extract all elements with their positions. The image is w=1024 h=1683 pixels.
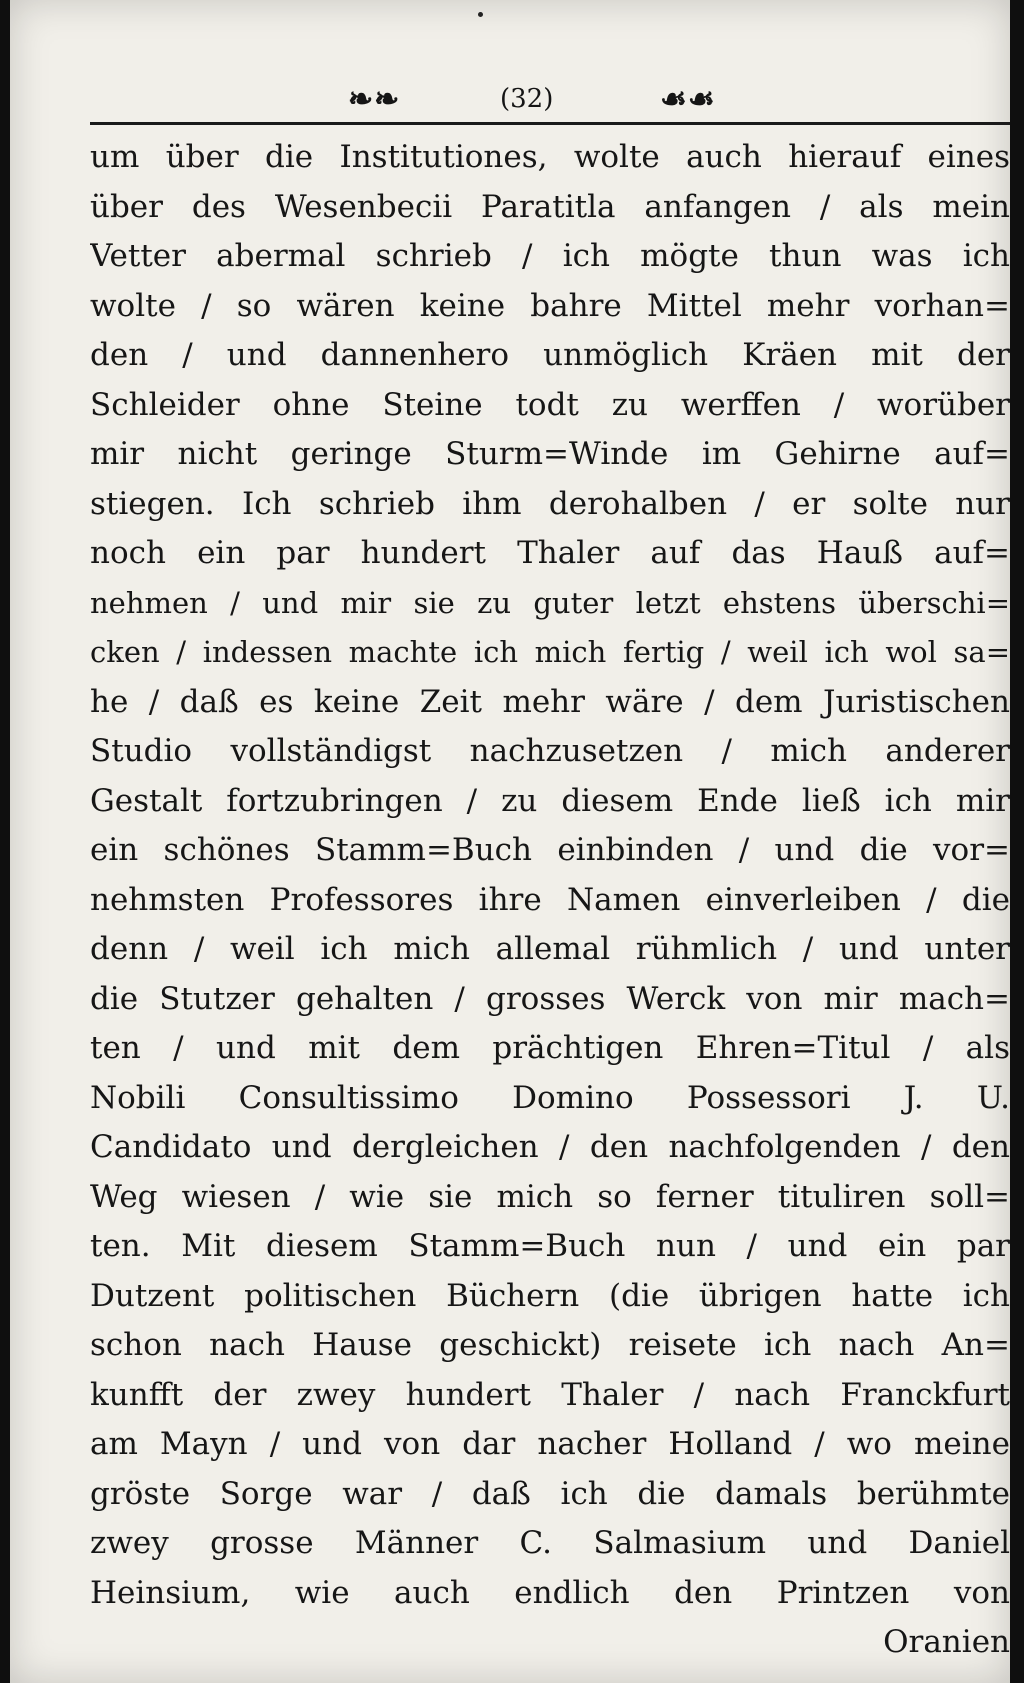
- text-line: mir nicht geringe Sturm=Winde im Gehirne auf=: [90, 436, 1010, 472]
- page-number: (32): [500, 84, 554, 114]
- text-line: die Stutzer gehalten / grosses Werck von mir mach=: [90, 980, 1010, 1017]
- text-line: schon nach Hause geschickt) reisete ich nach An=: [90, 1327, 1010, 1363]
- text-line: Dutzent politischen Büchern (die übrigen hatte ich: [90, 1277, 1010, 1314]
- text-line: über des Wesenbecii Paratitla anfangen / als mein: [90, 188, 1010, 225]
- text-line: Candidato und dergleichen / den nachfolgenden / den: [90, 1129, 1010, 1165]
- text-line: Nobili Consultissimo Domino Possessori J. U.: [90, 1079, 1010, 1116]
- text-line: ten. Mit diesem Stamm=Buch nun / und ein par: [90, 1228, 1010, 1264]
- text-line: um über die Institutiones, wolte auch hierauf eines: [90, 139, 1010, 175]
- text-line: wolte / so wären keine bahre Mittel mehr vorhan=: [90, 287, 1010, 324]
- body-text: [90, 133, 1010, 1668]
- text-line: Gestalt fortzubringen / zu diesem Ende ließ ich mir: [90, 782, 1010, 819]
- text-line: noch ein par hundert Thaler auf das Hauß auf=: [90, 535, 1010, 571]
- text-line: Schleider ohne Steine todt zu werffen / worüber: [90, 386, 1010, 423]
- text-line: ten / und mit dem prächtigen Ehren=Titul / als: [90, 1030, 1010, 1066]
- page-header: [90, 82, 1010, 130]
- header-ornament-left: ❧❧: [348, 82, 401, 117]
- text-line: Heinsium, wie auch endlich den Printzen von: [90, 1574, 1010, 1611]
- text-line: ein schönes Stamm=Buch einbinden / und die vor=: [90, 832, 1010, 868]
- text-line: nehmsten Professores ihre Namen einverleiben / die: [90, 881, 1010, 918]
- text-line: den / und dannenhero unmöglich Kräen mit der: [90, 337, 1010, 373]
- text-line: Weg wiesen / wie sie mich so ferner tituliren soll=: [90, 1178, 1010, 1215]
- text-line: he / daß es keine Zeit mehr wäre / dem Juristischen: [90, 683, 1010, 720]
- text-line: nehmen / und mir sie zu guter letzt ehstens überschi=: [90, 585, 1010, 620]
- header-rule: [90, 122, 1010, 125]
- catchword: Oranien: [883, 1624, 1010, 1660]
- text-line: zwey grosse Männer C. Salmasium und Daniel: [90, 1525, 1010, 1561]
- book-page: [10, 0, 1010, 1683]
- text-line: Vetter abermal schrieb / ich mögte thun was ich: [90, 238, 1010, 274]
- text-line: gröste Sorge war / daß ich die damals berühmte: [90, 1475, 1010, 1512]
- text-line: am Mayn / und von dar nacher Holland / wo meine: [90, 1426, 1010, 1462]
- text-line: kunfft der zwey hundert Thaler / nach Franckfurt: [90, 1376, 1010, 1413]
- text-line: cken / indessen machte ich mich fertig / weil ich wol sa=: [90, 635, 1010, 669]
- text-line: Studio vollständigst nachzusetzen / mich anderer: [90, 733, 1010, 769]
- text-line: stiegen. Ich schrieb ihm derohalben / er solte nur: [90, 485, 1010, 522]
- ink-speck: [478, 12, 483, 17]
- text-line: denn / weil ich mich allemal rühmlich / und unter: [90, 931, 1010, 967]
- header-ornament-right: ☙☙: [660, 82, 716, 117]
